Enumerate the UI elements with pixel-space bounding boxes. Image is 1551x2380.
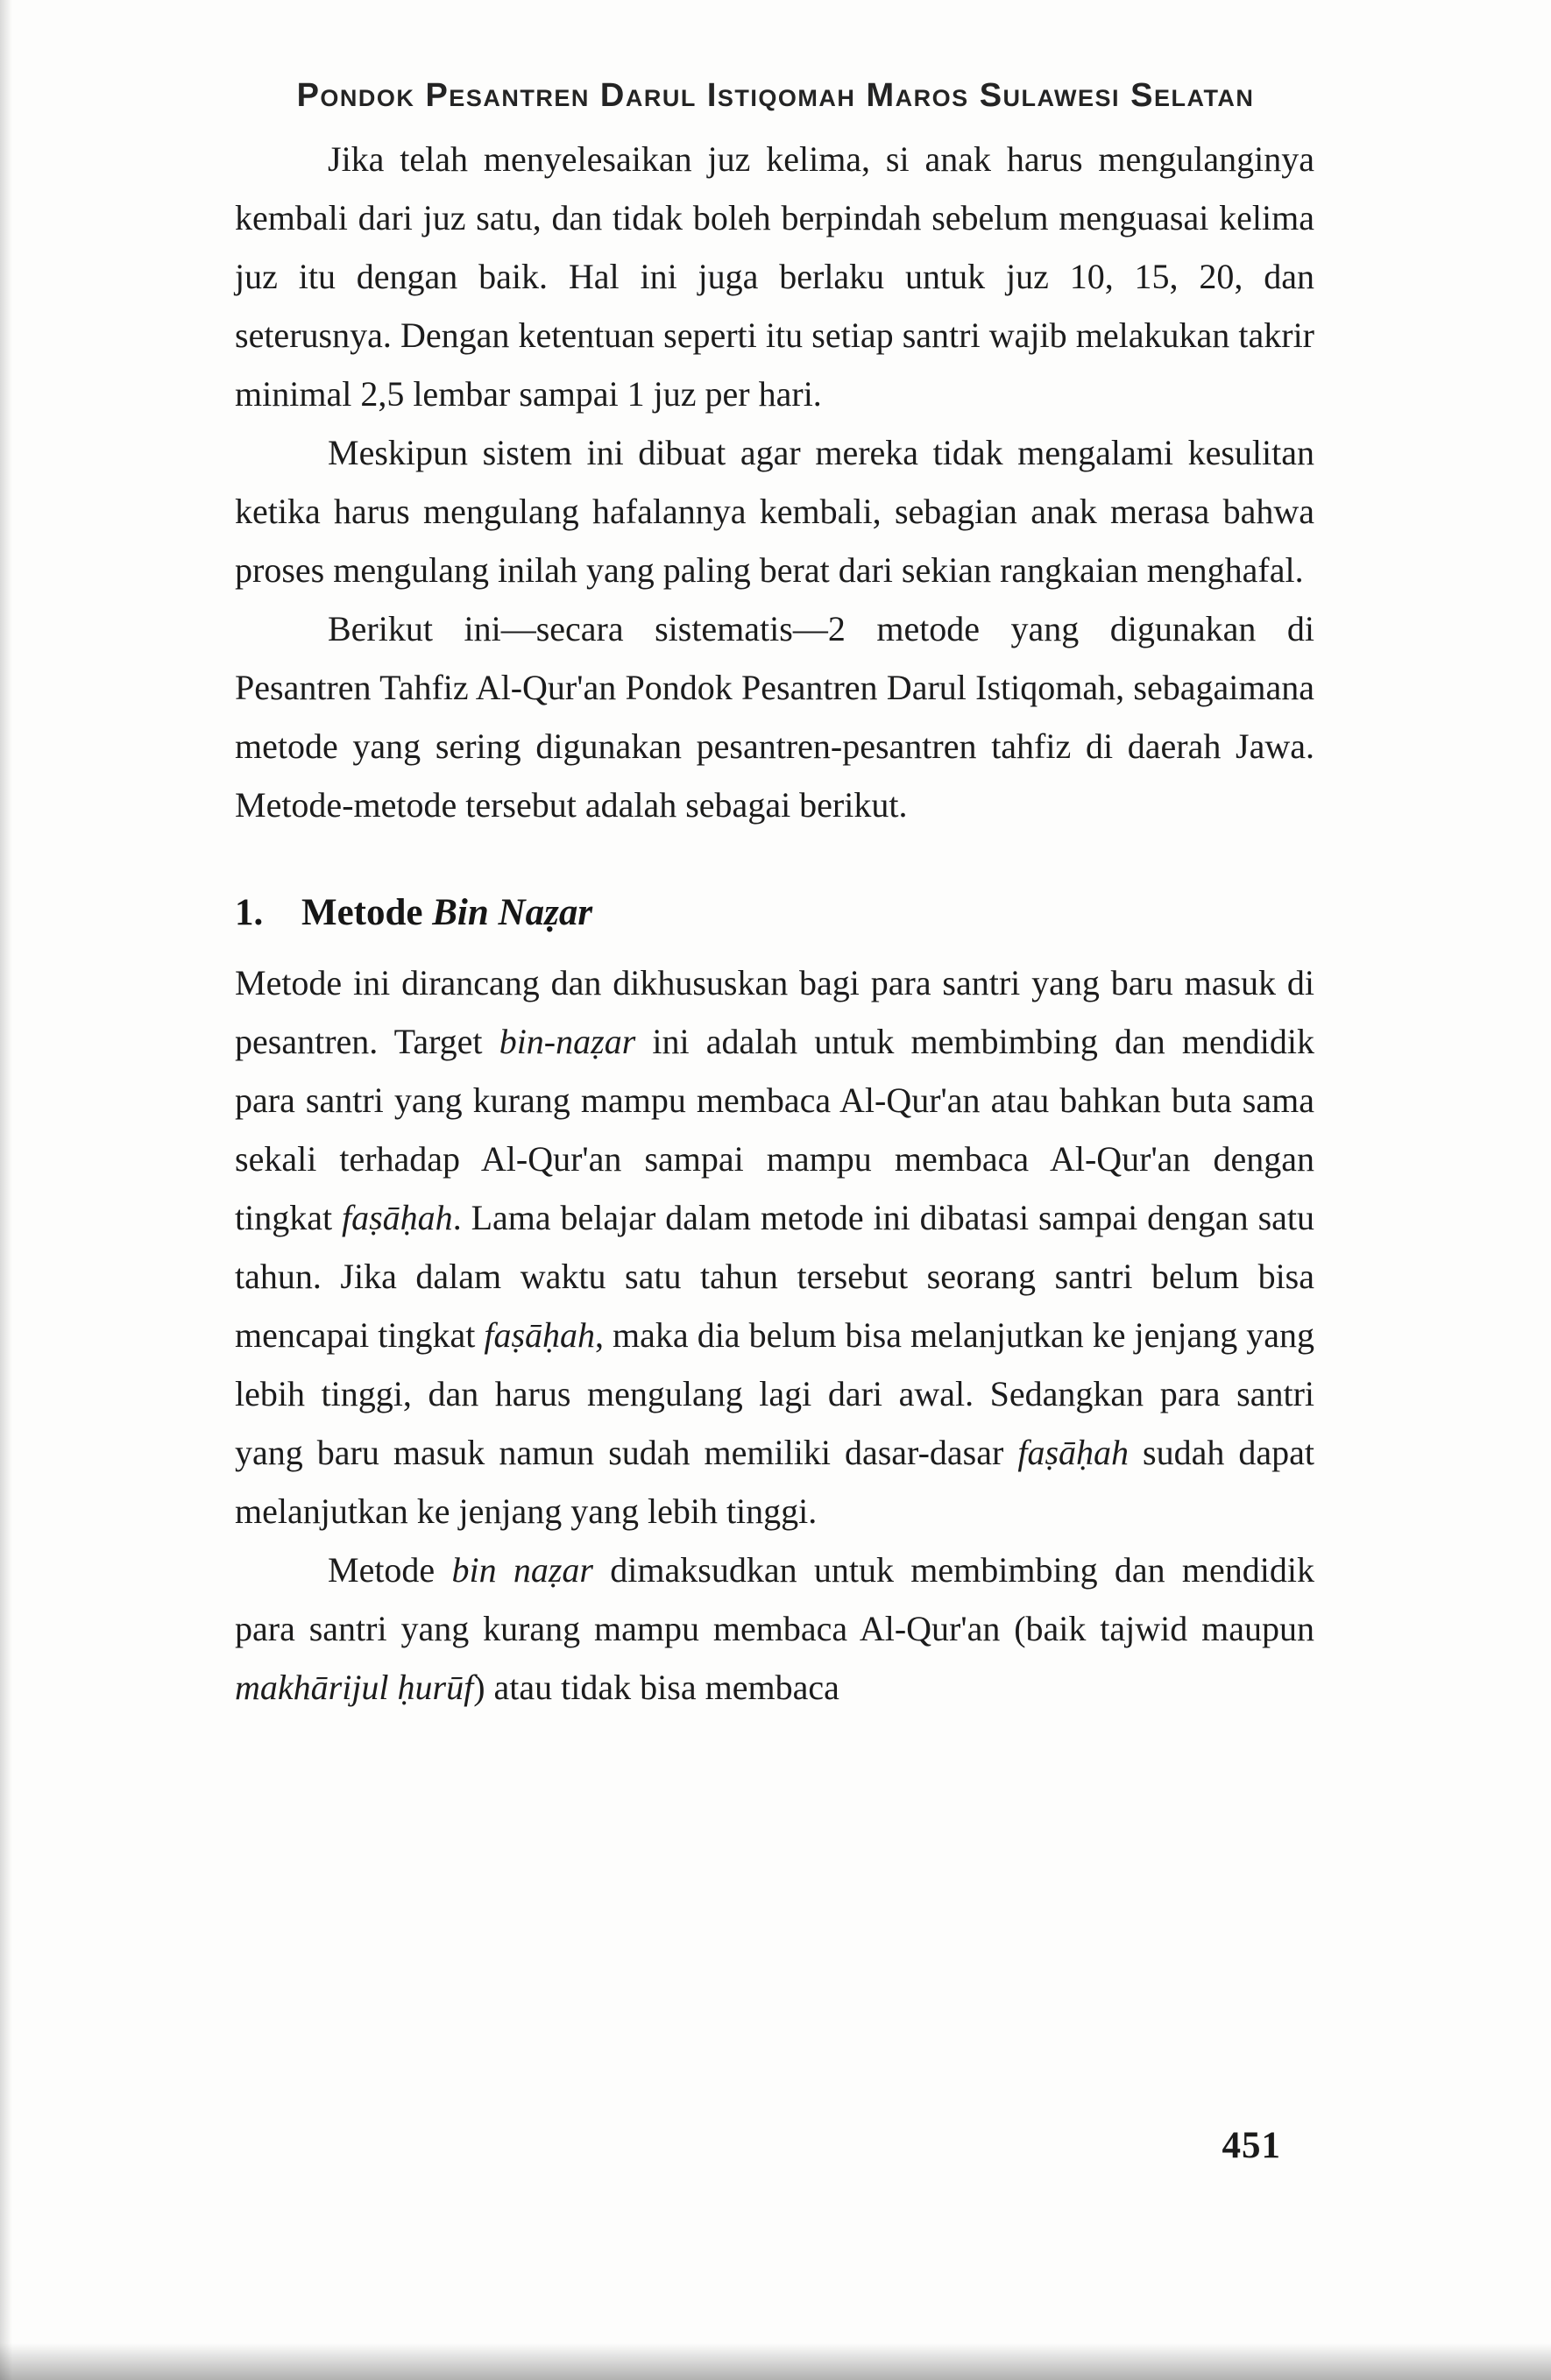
text-run: faṣāḥah bbox=[1017, 1433, 1130, 1472]
text-run: Jika telah menyelesaikan juz kelima, si anak harus mengulanginya kembali dari juz satu, dan tidak boleh berpindah sebelum menguasai kelima juz itu dengan baik. Hal ini juga berlaku untuk juz 10, 15, 20, dan seterusnya. Dengan ketentuan seperti itu setiap santri wajib melakukan takrir minimal 2,5 lembar sampai 1 juz per hari. bbox=[235, 139, 1314, 414]
text-run: Metode bbox=[301, 892, 433, 933]
text-run: , maka dia belum bisa melanjutkan ke jenjang yang lebih tinggi, dan harus mengulang lagi dari awal. Sedangkan para santri yang baru masuk namun sudah memiliki dasar-dasar bbox=[235, 1315, 1314, 1472]
text-run: Metode ini dirancang dan dikhususkan bagi para santri yang baru masuk di pesantren. Target bbox=[235, 963, 1314, 1061]
section-heading bbox=[235, 887, 1314, 939]
paragraph bbox=[235, 130, 1314, 423]
text-run: Berikut ini—secara sistematis—2 metode yang digunakan di Pesantren Tahfiz Al-Qur'an Pondok Pesantren Darul Istiqomah, sebagaimana metode yang sering digunakan pesantren-pesantren tahfiz di daerah Jawa. Metode-metode tersebut adalah sebagai berikut. bbox=[235, 609, 1314, 825]
paragraph bbox=[235, 1541, 1314, 1717]
text-run: sudah dapat melanjutkan ke jenjang yang lebih tinggi. bbox=[235, 1433, 1314, 1531]
text-run: . Lama belajar dalam metode ini dibatasi sampai dengan satu tahun. Jika dalam waktu satu tahun tersebut seorang santri belum bisa mencapai tingkat bbox=[235, 1198, 1315, 1355]
text-run: Meskipun sistem ini dibuat agar mereka tidak mengalami kesulitan ketika harus mengulang hafalannya kembali, sebagian anak merasa bahwa proses mengulang inilah yang paling berat dari sekian rangkaian menghafal. bbox=[235, 433, 1314, 590]
text-run: ) atau tidak bisa membaca bbox=[473, 1668, 839, 1707]
paragraph bbox=[235, 423, 1314, 599]
text-run: Metode bbox=[328, 1550, 452, 1590]
text-run: faṣāḥah bbox=[484, 1315, 596, 1355]
text-run: faṣāḥah bbox=[342, 1198, 453, 1237]
paragraph bbox=[235, 599, 1314, 834]
text-run: Bin Naẓar bbox=[432, 892, 593, 933]
section-number: 1. bbox=[235, 892, 264, 933]
text-run: makhārijul ḥurūf bbox=[235, 1668, 474, 1707]
paragraph bbox=[235, 953, 1314, 1541]
text-run: bin-naẓar bbox=[499, 1022, 636, 1061]
running-header: Pondok Pesantren Darul Istiqomah Maros Sulawesi Selatan bbox=[296, 77, 1255, 114]
text-run: bin naẓar bbox=[451, 1550, 593, 1590]
page-number: 451 bbox=[1222, 2125, 1281, 2166]
text-run: dimaksudkan untuk membimbing dan mendidik para santri yang kurang mampu membaca Al-Qur'an (baik tajwid maupun bbox=[235, 1550, 1314, 1648]
body-blocks bbox=[235, 130, 1314, 1717]
text-run: ini adalah untuk membimbing dan mendidik para santri yang kurang mampu membaca Al-Qur'an atau bahkan buta sama sekali terhadap Al-Qur'an sampai mampu membaca Al-Qur'an dengan tingkat bbox=[235, 1022, 1314, 1237]
